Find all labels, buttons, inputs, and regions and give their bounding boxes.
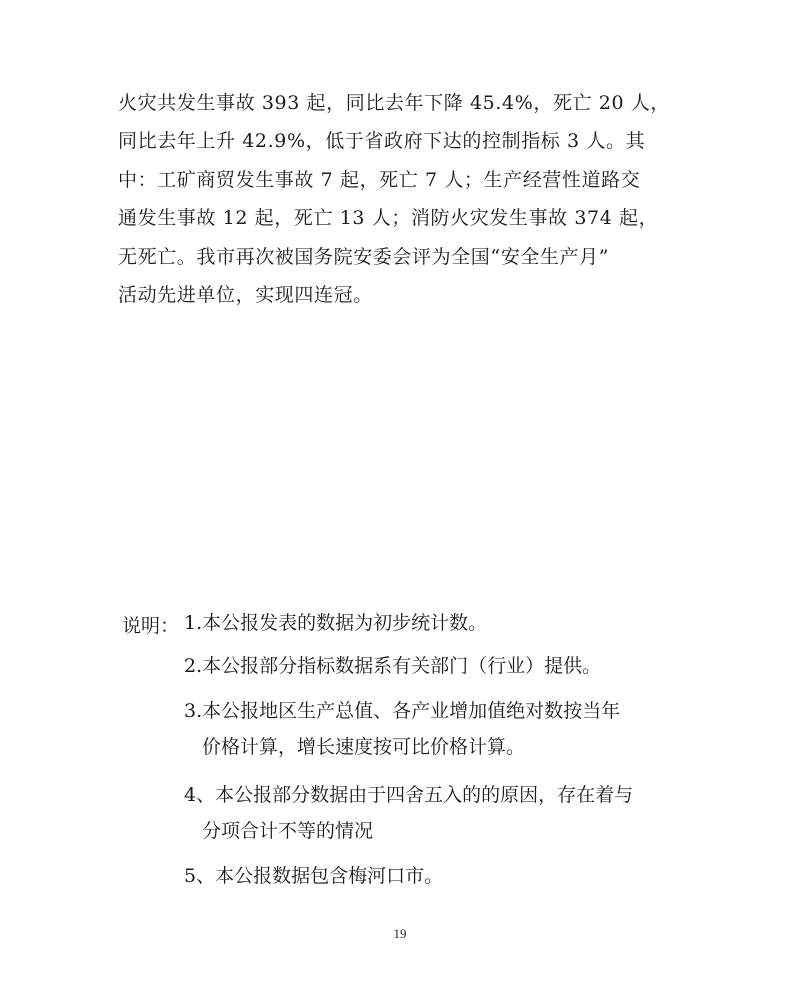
note-item-1 bbox=[184, 611, 487, 635]
page-number: 19 bbox=[393, 926, 407, 941]
paragraph-line: 活动先进单位，实现四连冠。 bbox=[118, 284, 373, 307]
note-item-3 bbox=[184, 699, 620, 723]
note-text: 2.本公报部分指标数据系有关部门（行业）提供。 bbox=[184, 655, 602, 677]
paragraph-line: 火灾共发生事故 393 起，同比去年下降 45.4%，死亡 20 人， bbox=[118, 92, 670, 114]
paragraph-line: 同比去年上升 42.9%，低于省政府下达的控制指标 3 人。其 bbox=[118, 130, 646, 153]
note-text: 价格计算，增长速度按可比价格计算。 bbox=[202, 736, 526, 758]
paragraph-line: 中：工矿商贸发生事故 7 起，死亡 7 人；生产经营性道路交 bbox=[118, 168, 641, 191]
note-text: 4、本公报部分数据由于四舍五入的的原因，存在着与 bbox=[184, 784, 634, 806]
note-item-3-continued bbox=[202, 735, 525, 759]
note-text: 分项合计不等的情况 bbox=[202, 820, 374, 842]
note-item-2 bbox=[184, 654, 601, 678]
paragraph-line: 通发生事故 12 起，死亡 13 人；消防火灾发生事故 374 起， bbox=[118, 207, 659, 230]
note-item-4-continued bbox=[202, 819, 373, 843]
note-item-4 bbox=[184, 783, 633, 807]
note-text: 3.本公报地区生产总值、各产业增加值绝对数按当年 bbox=[184, 700, 621, 722]
body-paragraph bbox=[118, 84, 688, 314]
note-item-5 bbox=[184, 864, 443, 888]
note-text: 5、本公报数据包含梅河口市。 bbox=[184, 865, 444, 887]
note-text: 1.本公报发表的数据为初步统计数。 bbox=[184, 612, 488, 634]
notes-label: 说明： bbox=[122, 615, 180, 637]
paragraph-line: 无死亡。我市再次被国务院安委会评为全国“安全生产月” bbox=[118, 245, 610, 268]
